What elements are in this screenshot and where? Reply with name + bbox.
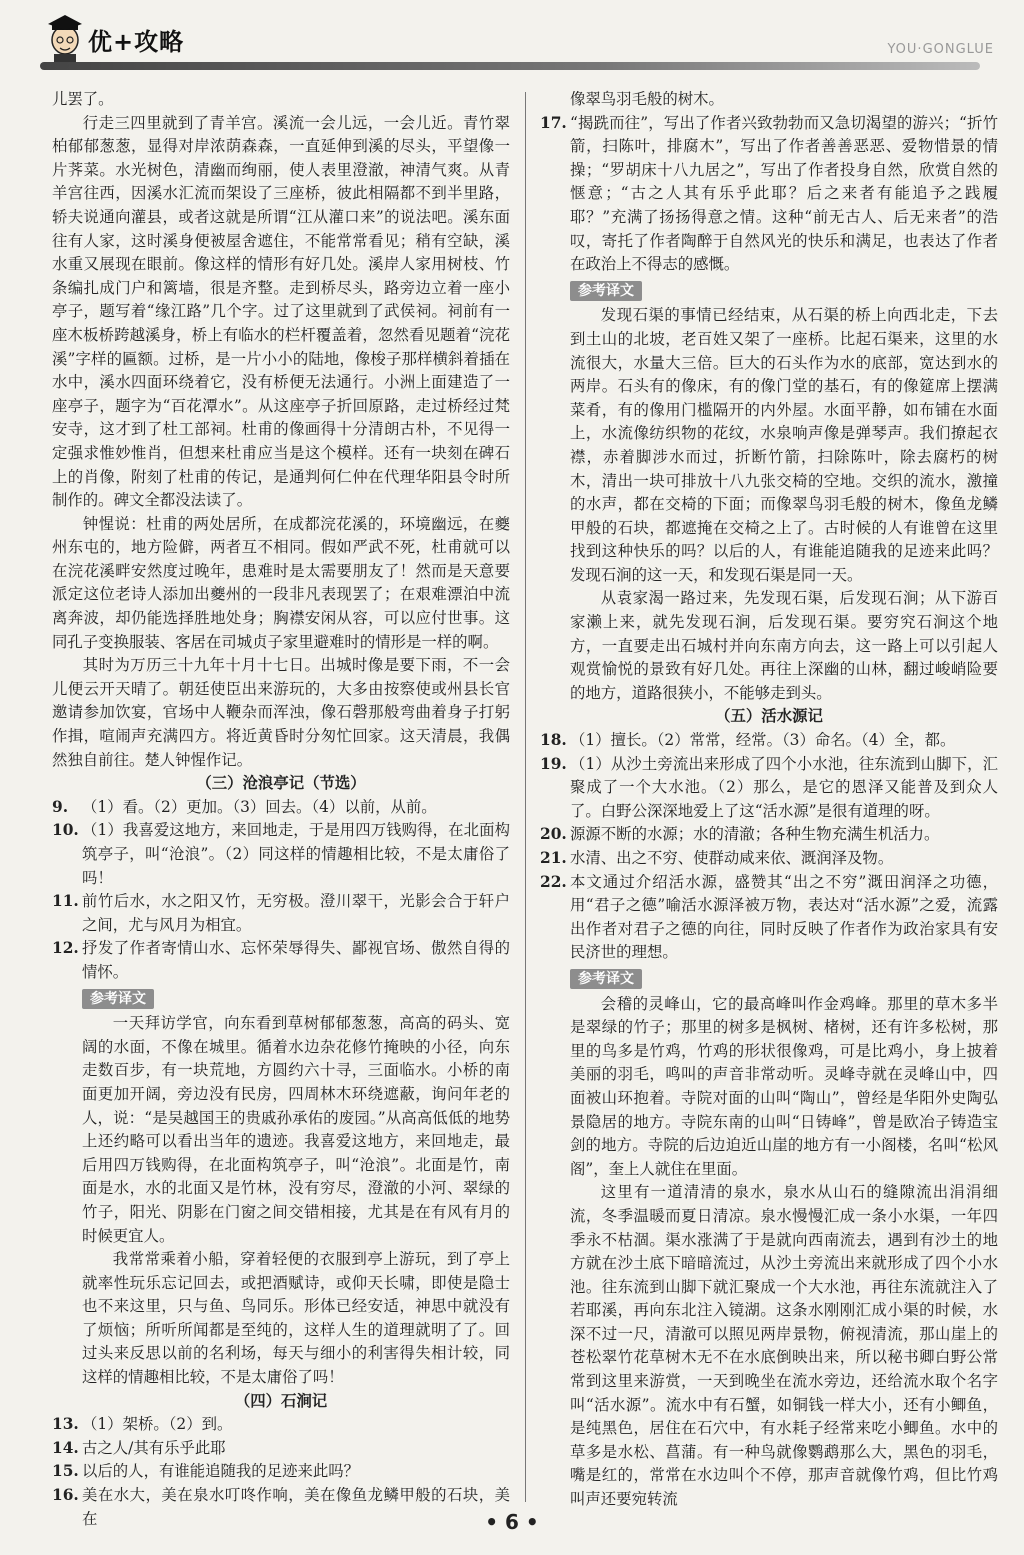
translation-block [52, 1012, 510, 1390]
question-number: 15. [52, 1462, 79, 1481]
question-number: 10. [52, 821, 79, 840]
answer-text: 以后的人，有谁能追随我的足迹来此吗？ [82, 1462, 360, 1481]
section-title: （五）活水源记 [715, 707, 823, 726]
answer-item [52, 1413, 510, 1437]
translation-block [540, 993, 998, 1512]
answer-text: （1）从沙土旁流出来形成了四个小水池，往东流到山脚下，汇聚成了一个大水池。（2）那么，是它的恩泽又能普及到众人了。白野公深深地爱上了这“活水源”是很有道理的呀。 [570, 754, 998, 820]
reference-translation-label [82, 987, 510, 1011]
paragraph: 从袁家渴一路过来，先发现石渠，后发现石涧；从下游百家濑上来，就先发现石涧，后发现石渠。要穷究石涧这个地方，一直要走出石城村并向东南方向去，这一路上可以引起人观赏愉悦的景致有好几处。再往上深幽的山林，翻过峻峭险要的地方，道路很狭小，不能够走到头。 [570, 589, 998, 702]
answer-item [52, 819, 510, 890]
answer-item [540, 823, 998, 847]
paragraph: 儿罢了。 [52, 90, 114, 108]
continuation [540, 88, 998, 112]
question-number: 12. [52, 939, 79, 958]
answer-item [540, 112, 998, 277]
badge: 参考译文 [570, 281, 642, 301]
question-number: 11. [52, 892, 79, 911]
student-mascot-icon [40, 10, 90, 70]
answer-text: 抒发了作者寄情山水、忘怀荣辱得失、鄙视官场、傲然自得的情怀。 [82, 939, 510, 981]
answer-text: 古之人/其有乐乎此耶 [82, 1438, 226, 1457]
answer-item [52, 1460, 510, 1484]
question-number: 20. [540, 825, 567, 844]
answer-text: 水清、出之不穷、使群动咸来依、溉润泽及物。 [570, 849, 894, 867]
brand-english-name: YOU·GONGLUE [887, 42, 994, 57]
question-number: 9. [52, 797, 69, 816]
right-column [540, 88, 998, 1508]
paragraph: 发现石渠的事情已经结束，从石渠的桥上向西北走，下去到土山的北坡，老百姓又架了一座桥。比起石渠来，这里的水流很大，水量大三倍。巨大的石头作为水的底部，宽达到水的两岸。石头有的像床，有的像门堂的基石，有的像筵席上摆满菜肴，有的像用门槛隔开的内外屋。水面平静，如布铺在水面上，水流像纺织物的花纹，水泉响声像是弹琴声。我们撩起衣襟，赤着脚涉水而过，折断竹箭，扫除陈叶，除去腐朽的树木，清出一块可排放十八九张交椅的空地。交织的流水，激撞的水声，都在交椅的下面；而像翠鸟羽毛般的树木，像鱼龙鳞甲般的石块，都遮掩在交椅之上了。古时候的人有谁曾在这里找到这种快乐的吗？以后的人，有谁能追随我的足迹来此吗？发现石涧的这一天，和发现石渠是同一天。 [570, 306, 998, 584]
answer-item [52, 1437, 510, 1461]
answer-text: （1）架桥。（2）到。 [82, 1415, 233, 1434]
question-number: 18. [540, 731, 567, 750]
answer-text: （1）擅长。（2）常常，经常。（3）命名。（4）全，都。 [570, 731, 956, 750]
header-bar [40, 62, 980, 70]
answer-text: 美在水大，美在泉水叮咚作响，美在像鱼龙鳞甲般的石块，美在 [82, 1486, 510, 1528]
paragraph: 会稽的灵峰山，它的最高峰叫作金鸡峰。那里的草木多半是翠绿的竹子；那里的树多是枫树、楮树，还有许多松树，那里的鸟多是竹鸡，竹鸡的形状很像鸡，可是比鸡小，身上披着美丽的羽毛，鸣叫的声音非常动听。灵峰寺就在灵峰山中，四面被山环抱着。寺院对面的山叫“陶山”，曾经是华阳外史陶弘景隐居的地方。寺院东南的山叫“日铸峰”，曾是欧冶子铸造宝剑的地方。寺院的后边迫近山崖的地方有一小阁楼，名叫“松风阁”，奎上人就住在里面。 [570, 994, 998, 1178]
section-title: （四）石涧记 [234, 1391, 328, 1410]
paragraph: 这里有一道清清的泉水，泉水从山石的缝隙流出涓涓细流，冬季温暖而夏日清凉。泉水慢慢汇成一条小水渠，一年四季永不枯涸。渠水涨满了于是就向西南流去，遇到有沙土的地方就在沙土底下暗暗流过，从沙土旁流出来就形成了四个小水池。往东流到山脚下就汇聚成一个大水池，再往东流就注入了若耶溪，再向东北注入镜湖。这条水刚刚汇成小渠的时候，水深不过一尺，清澈可以照见两岸景物，俯视清流，那山崖上的苍松翠竹花草树木无不在水底倒映出来，所以秘书卿白野公常常到这里来游赏，一天到晚坐在流水旁边，还给流水取个名字叫“活水源”。流水中有石蟹，如铜钱一样大小，还有小鲫鱼，是纯黑色，居住在石穴中，有水耗子经常来吃小鲫鱼。水中的草多是水松、菖蒲。有一种鸟就像鹦鹉那么大，黑色的羽毛，嘴是红的，常常在水边叫个不停，那声音就像竹鸡，但比竹鸡叫声还要宛转流 [570, 1183, 998, 1509]
page-number: • 6 • [485, 1510, 539, 1534]
answer-item [540, 729, 998, 753]
translation-block [540, 304, 998, 705]
left-column [52, 88, 510, 1528]
section-title: （三）沧浪亭记（节选） [196, 774, 366, 793]
answer-text: （1）看。（2）更加。（3）回去。（4）以前，从前。 [82, 797, 437, 816]
question-number: 22. [540, 872, 567, 891]
question-number: 19. [540, 754, 567, 773]
question-number: 14. [52, 1438, 79, 1457]
answer-item [52, 890, 510, 937]
answer-item [540, 753, 998, 824]
column-divider [525, 92, 526, 1502]
answer-text: “揭跣而往”，写出了作者兴致勃勃而又急切渴望的游兴；“折竹箭，扫陈叶，排腐木”，写出了作者善善恶恶、爱物惜景的情操；“罗胡床十八九居之”，写出了作者投身自然，欣赏自然的惬意；“古之人其有乐乎此耶？后之来者有能追予之践履耶？”充满了扬扬得意之情。这种“前无古人、后无来者”的浩叹，寄托了作者陶醉于自然风光的快乐和满足，也表达了作者在政治上不得志的感慨。 [570, 113, 998, 274]
question-number: 16. [52, 1486, 79, 1505]
paragraph: 像翠鸟羽毛般的树木。 [570, 90, 724, 108]
answer-item [540, 847, 998, 871]
answer-item [52, 937, 510, 984]
question-number: 17. [540, 113, 567, 132]
question-number: 13. [52, 1415, 79, 1434]
question-number: 21. [540, 849, 567, 867]
badge: 参考译文 [570, 969, 642, 989]
answer-text: 本文通过介绍活水源，盛赞其“出之不穷”溉田润泽之功德，用“君子之德”喻活水源泽被万物，表达对“活水源”之爱，流露出作者对君子之德的向往，同时反映了作者作为政治家具有安民济世的理想。 [570, 872, 998, 962]
reference-translation-label [570, 279, 998, 303]
answer-text: 源源不断的水源；水的清澈；各种生物充满生机活力。 [570, 825, 940, 844]
answer-text: 前竹后水，水之阳又竹，无穷极。澄川翠干，光影会合于轩户之间，尤与风月为相宜。 [82, 892, 510, 934]
paragraph: 其时为万历三十九年十月十七日。出城时像是要下雨，不一会儿便云开天晴了。朝廷使臣出来游玩的，大多由按察使或州县长官邀请参加饮宴，官场中人鞭杂而浑浊，像石磬那般弯曲着身子打躬作揖，喧闹声充满四方。将近黄昏时分匆忙回家。这天清晨，我偶然独自前往。楚人钟惺作记。 [52, 656, 510, 769]
paragraph: 钟惺说：杜甫的两处居所，在成都浣花溪的，环境幽远，在夔州东屯的，地方险僻，两者互不相同。假如严武不死，杜甫就可以在浣花溪畔安然度过晚年，患难时是太需要朋友了！然而是天意要派定这位老诗人添加出夔州的一段非凡表现罢了；在艰难漂泊中流离奔波，却仍能选择胜地处身；胸襟安闲从容，可以应付世事。这同孔子变换服装、客居在司城贞子家里避难时的情形是一样的啊。 [52, 514, 510, 651]
badge: 参考译文 [82, 989, 154, 1009]
paragraph: 一天拜访学官，向东看到草树郁郁葱葱，高高的码头、宽阔的水面，不像在城里。循着水边杂花修竹掩映的小径，向东走数百步，有一块荒地，方圆约六十寻，三面临水。小桥的南面更加开阔，旁边没有民房，四周林木环绕遮蔽，询问年老的人，说：“是吴越国王的贵戚孙承佑的废园。”从高高低低的地势上还约略可以看出当年的遗迹。我喜爱这地方，来回地走，最后用四万钱购得，在北面构筑亭子，叫“沧浪”。北面是竹，南面是水，水的北面又是竹林，没有穷尽，澄澈的小河、翠绿的竹子，阳光、阴影在门窗之间交错相接，尤其是在有风有月的时候更宜人。 [82, 1014, 510, 1245]
reference-translation-label [570, 967, 998, 991]
answer-text: （1）我喜爱这地方，来回地走，于是用四万钱购得，在北面构筑亭子，叫“沧浪”。（2）同这样的情趣相比较，不是太庸俗了吗！ [82, 821, 510, 887]
page-header [0, 0, 1024, 90]
brand-name: 优+攻略 [88, 28, 185, 56]
answer-item [540, 871, 998, 965]
answer-item [52, 796, 510, 820]
paragraph: 我常常乘着小船，穿着轻便的衣服到亭上游玩，到了亭上就率性玩乐忘记回去，或把酒赋诗，或仰天长啸，即使是隐士也不来这里，只与鱼、鸟同乐。形体已经安适，神思中就没有了烦恼；所听所闻都是至纯的，这样人生的道理就明了了。回过头来反思以前的名利场，每天与细小的利害得失相计较，同这样的情趣相比较，不是太庸俗了吗！ [82, 1250, 510, 1387]
paragraph: 行走三四里就到了青羊宫。溪流一会儿远，一会儿近。青竹翠柏郁郁葱葱，显得对岸浓荫森森，一直延伸到溪的尽头，平望像一片荠菜。水光树色，清幽而绚丽，使人表里澄澈，神清气爽。从青羊宫往西，因溪水汇流而架设了三座桥，彼此相隔都不到半里路，轿夫说通向灌县，或者这就是所谓“江从灌口来”的说法吧。溪东面往有人家，这时溪身便被屋舍遮住，不能常常看见；稍有空缺，溪水重又展现在眼前。像这样的情形有好几处。溪岸人家用树枝、竹条编扎成门户和篱墙，很是齐整。走到桥尽头，路旁边立着一座小亭子，题写着“缘江路”几个字。过了这里就到了武侯祠。祠前有一座木板桥跨越溪身，桥上有临水的栏杆覆盖着，忽然看见题着“浣花溪”字样的匾额。过桥，是一片小小的陆地，像梭子那样横斜着插在水中，溪水四面环绕着它，没有桥便无法通行。小洲上面建造了一座亭子，题字为“百花潭水”。从这座亭子折回原路，走过桥经过梵安寺，这才到了杜工部祠。杜甫的像画得十分清朗古朴，不见得一定强求惟妙惟肖，但想来杜甫应当是这个模样。还有一块刻在碑石上的肖像，附刻了杜甫的传记，是通判何仁仲在代理华阳县令时所制作的。碑文全都没法读了。 [52, 113, 510, 510]
